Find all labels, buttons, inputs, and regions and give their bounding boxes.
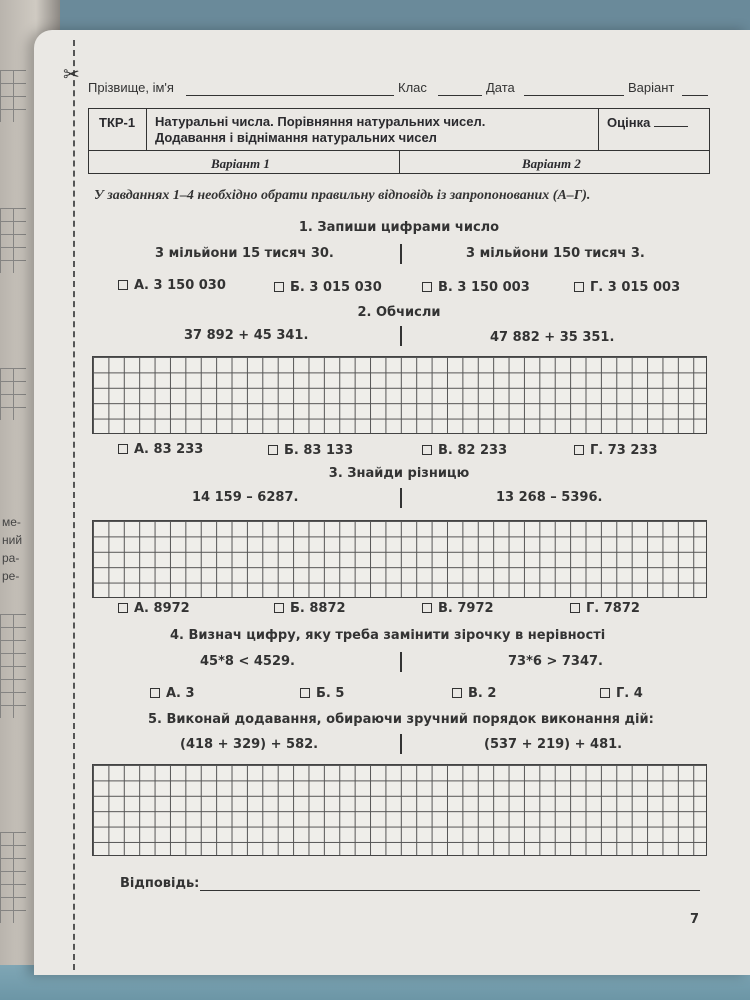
- checkbox[interactable]: [422, 603, 432, 613]
- task-1-title: 1. Запиши цифрами число: [298, 220, 500, 235]
- instruction: У завданнях 1–4 необхідно обрати правильну відповідь із запропонованих (А–Г).: [94, 188, 591, 203]
- checkbox[interactable]: [274, 603, 284, 613]
- variant-label: Варіант: [628, 80, 675, 95]
- date-field[interactable]: [524, 95, 624, 96]
- checkbox[interactable]: [118, 280, 128, 290]
- class-label: Клас: [398, 80, 427, 95]
- name-label: Прізвище, ім'я: [88, 80, 174, 95]
- checkbox[interactable]: [118, 603, 128, 613]
- test-title-table: [88, 108, 710, 174]
- task-5-title: 5. Виконай додавання, обираючи зручний порядок виконання дій:: [148, 712, 654, 727]
- task-4-title: 4. Визнач цифру, яку треба замінити зірочку в нерівності: [170, 628, 606, 643]
- variant-field[interactable]: [682, 95, 708, 96]
- task-3-option-b[interactable]: Б. 8872: [274, 601, 346, 616]
- variant-2-header: Варіант 2: [522, 156, 581, 171]
- checkbox[interactable]: [422, 445, 432, 455]
- name-field[interactable]: [186, 95, 394, 96]
- variant-divider: [400, 326, 402, 346]
- checkbox[interactable]: [574, 282, 584, 292]
- answer-label: Відповідь:: [120, 876, 200, 891]
- margin-text: ра-: [2, 551, 20, 565]
- margin-text: ме-: [2, 515, 21, 529]
- checkbox[interactable]: [118, 444, 128, 454]
- task-3-title: 3. Знайди різницю: [328, 466, 470, 481]
- checkbox[interactable]: [574, 445, 584, 455]
- class-field[interactable]: [438, 95, 482, 96]
- task-4-option-a[interactable]: А. 3: [150, 686, 195, 701]
- task-1-variant-2: 3 мільйони 150 тисяч 3.: [466, 246, 645, 261]
- topic-line-1: Натуральні числа. Порівняння натуральних чисел.: [155, 114, 486, 129]
- task-3-option-a[interactable]: А. 8972: [118, 601, 190, 616]
- student-info-line: [88, 80, 708, 100]
- margin-grid: [0, 832, 26, 923]
- scissors-icon: ✂: [63, 64, 80, 86]
- margin-text: ний: [2, 533, 23, 547]
- variant-divider: [400, 734, 402, 754]
- variant-1-header: Варіант 1: [89, 151, 400, 173]
- task-2-work-grid[interactable]: [92, 356, 707, 434]
- task-2-variant-1: 37 892 + 45 341.: [184, 328, 309, 343]
- task-4-variant-2: 73*6 > 7347.: [508, 654, 603, 669]
- task-3-option-g[interactable]: Г. 7872: [570, 601, 640, 616]
- answer-field[interactable]: [200, 890, 700, 891]
- margin-grid: [0, 70, 26, 122]
- margin-text: ре-: [2, 569, 20, 583]
- grade-label: Оцінка: [607, 115, 651, 130]
- task-2-variant-2: 47 882 + 35 351.: [490, 330, 615, 345]
- checkbox[interactable]: [268, 445, 278, 455]
- task-4-variant-1: 45*8 < 4529.: [200, 654, 295, 669]
- margin-grid: [0, 368, 26, 420]
- test-topic: [147, 109, 599, 151]
- checkbox[interactable]: [600, 688, 610, 698]
- task-1-option-g[interactable]: Г. 3 015 003: [574, 280, 680, 295]
- grade-field[interactable]: [654, 126, 688, 127]
- task-4-option-v[interactable]: В. 2: [452, 686, 496, 701]
- task-3-variant-1: 14 159 – 6287.: [192, 490, 299, 505]
- task-5-work-grid[interactable]: [92, 764, 707, 856]
- variant-divider: [400, 488, 402, 508]
- variant-divider: [400, 244, 402, 264]
- checkbox[interactable]: [274, 282, 284, 292]
- task-2-title: 2. Обчисли: [357, 305, 441, 320]
- task-1-option-a[interactable]: А. 3 150 030: [118, 278, 226, 293]
- date-label: Дата: [486, 80, 515, 95]
- task-1-option-b[interactable]: Б. 3 015 030: [274, 280, 382, 295]
- variant-divider: [400, 652, 402, 672]
- task-5-variant-1: (418 + 329) + 582.: [180, 737, 319, 752]
- task-5-variant-2: (537 + 219) + 481.: [484, 737, 623, 752]
- task-2-option-v[interactable]: В. 82 233: [422, 443, 507, 458]
- task-2-option-a[interactable]: А. 83 233: [118, 442, 203, 457]
- checkbox[interactable]: [300, 688, 310, 698]
- margin-grid: [0, 614, 26, 718]
- task-3-work-grid[interactable]: [92, 520, 707, 598]
- task-2-option-g[interactable]: Г. 73 233: [574, 443, 658, 458]
- task-4-option-b[interactable]: Б. 5: [300, 686, 344, 701]
- margin-grid: [0, 208, 26, 273]
- task-3-variant-2: 13 268 – 5396.: [496, 490, 603, 505]
- task-4-option-g[interactable]: Г. 4: [600, 686, 643, 701]
- cut-line: [73, 40, 75, 970]
- test-code: ТКР-1: [89, 109, 147, 151]
- page-number: 7: [690, 912, 700, 927]
- task-1-option-v[interactable]: В. 3 150 003: [422, 280, 530, 295]
- task-1-variant-1: 3 мільйони 15 тисяч 30.: [155, 246, 334, 261]
- checkbox[interactable]: [570, 603, 580, 613]
- grade-cell: [599, 109, 709, 151]
- task-3-option-v[interactable]: В. 7972: [422, 601, 494, 616]
- checkbox[interactable]: [150, 688, 160, 698]
- topic-line-2: Додавання і віднімання натуральних чисел: [155, 130, 437, 145]
- checkbox[interactable]: [422, 282, 432, 292]
- checkbox[interactable]: [452, 688, 462, 698]
- task-2-option-b[interactable]: Б. 83 133: [268, 443, 353, 458]
